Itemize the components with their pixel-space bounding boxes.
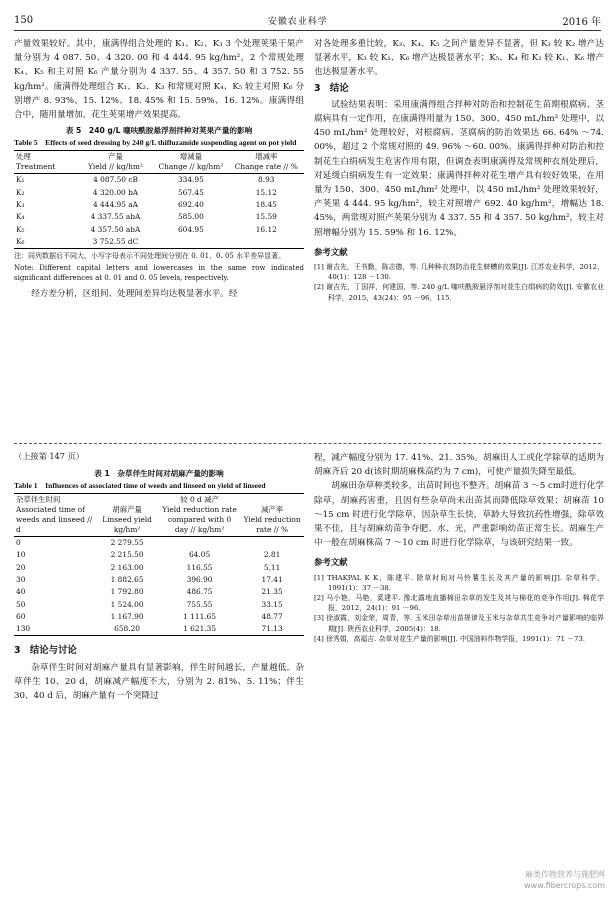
column-header xyxy=(159,494,240,537)
watermark-url: www.fibercrops.com xyxy=(524,881,605,890)
table-cell xyxy=(240,537,304,550)
paragraph: 经方差分析，区组间、处理间差异均达极显著水平。经 xyxy=(31,289,238,299)
table-cell: 1 621.35 xyxy=(183,624,217,634)
table-row xyxy=(14,598,304,610)
table-cell: 15.59 xyxy=(255,212,277,222)
reference-item: [3] 徐淑霞，刘金荣，周青，等. 玉米田杂草出苗规律及玉米与杂草共生竞争对产量影响的临界期[J]. 陕西农业科学，2005(4)：18. xyxy=(314,614,604,633)
article-separator xyxy=(14,443,601,444)
page-number: 150 xyxy=(14,14,34,26)
column-header-en: Yield // kg/hm² xyxy=(88,162,143,172)
table-row xyxy=(14,586,304,598)
watermark-text: 麻类作物营养与施肥网 xyxy=(525,870,605,879)
table-cell: 692.40 xyxy=(177,199,204,209)
table-cell: 64.05 xyxy=(188,550,211,560)
column-header-cn: 胡麻产量 xyxy=(112,505,142,514)
table-cell: 71.13 xyxy=(261,624,283,634)
paragraph: 程，减产幅度分别为 17. 41%、21. 35%。胡麻田人工或化学除草的适期为胡麻齐后 20 d(该时期胡麻株高约为 7 cm)，可使产量损失降至最低。 xyxy=(314,453,604,478)
table-cell: 60 xyxy=(16,611,26,621)
column-header-en: Yield reduction rate compared with 0 day // kg/hm² xyxy=(162,505,237,534)
paragraph: 杂草伴生时间对胡麻产量具有显著影响，伴生时间越长，产量越低。杂草伴生 10、20 d，胡麻减产幅度不大，分别为 2. 81%、5. 11%；伴生 30、40 d 后，胡麻产量有一个突降过 xyxy=(14,662,304,701)
column-header xyxy=(14,151,78,174)
table-cell: 17.41 xyxy=(261,575,283,585)
table-cell: K₄ xyxy=(16,212,25,222)
table-cell: 585.00 xyxy=(177,212,204,222)
column-header xyxy=(78,151,153,174)
table-cell: 3 752.55 dC xyxy=(92,236,139,246)
table-row xyxy=(14,199,304,211)
table-cell: 334.95 xyxy=(177,175,204,185)
table-cell xyxy=(153,236,228,249)
table-cell: 20 xyxy=(16,562,26,572)
continued-note: （上接第 147 页） xyxy=(14,451,84,461)
table-cell: 4 087.50 cB xyxy=(93,175,138,185)
section-heading: 3 结论与讨论 xyxy=(14,645,77,657)
table-row xyxy=(14,223,304,235)
column-header-en: Associated time of weeds and linseed // d xyxy=(16,505,93,534)
table-cell: K₆ xyxy=(16,236,25,246)
column-header-cn: 增减率 xyxy=(255,152,278,162)
column-header-cn: 增减量 xyxy=(179,152,202,162)
table-row xyxy=(14,236,304,249)
column-header xyxy=(229,151,304,174)
running-header xyxy=(14,12,601,28)
table1-caption-cn: 表 1 杂草伴生时间对胡麻产量的影响 xyxy=(94,469,224,478)
bottom-right-column xyxy=(314,451,604,644)
table-cell: 4 320.00 bA xyxy=(92,187,139,197)
paragraph: 对各处理多重比较，K₃、K₄、K₅ 之间产量差异不显著，但 K₃ 较 K₂ 增产达显著水平，K₃ 较 K₁、K₆ 增产达极显著水平；K₅、K₄ 和 K₂ 较 K₁、K₆ 增产也达极显著水平。 xyxy=(314,39,604,78)
reference-item: [2] 谢吉先，丁国祥，何建国，等. 240 g/L 噻呋酰胺悬浮剂对花生白绢病的防效[J]. 安徽农业科学，2015，43(24)：95 －96，115. xyxy=(314,283,604,302)
header-rule xyxy=(14,30,601,31)
table-cell: 2 163.00 xyxy=(110,562,144,572)
table5-note-en: Note: Different capital letters and lowercases in the same row indicated significant differences at 0. 01 and 0. 05 levels, respectively. xyxy=(14,264,304,282)
table-cell: 755.55 xyxy=(186,599,213,609)
top-left-column xyxy=(14,37,304,301)
table-cell: 1 524.00 xyxy=(110,599,144,609)
paragraph: 胡麻田杂草种类较多，出苗时间也不整齐。胡麻苗 3 ～5 cm时进行化学除草，胡麻药害重，且因有些杂草尚未出苗其而降低除草效果；胡麻苗 10 ～15 cm 时进行化学除草，因杂草生长快，草龄大导致抗药性增强，除草效果不佳，且与胡麻幼苗争夺肥、水、光，严重影响幼苗正常生长。胡麻生产中一般在胡麻株高 7 ～10 cm 时进行化学除草，与该研究结果一致。 xyxy=(314,481,604,549)
column-header xyxy=(14,494,95,537)
column-header-cn: 减产率 xyxy=(260,505,284,514)
table-cell: 4 337.55 abA xyxy=(90,212,141,222)
table-row xyxy=(14,549,304,561)
column-header-en: Change rate // % xyxy=(234,162,298,172)
table-cell: 604.95 xyxy=(177,224,204,234)
table-cell xyxy=(159,537,240,550)
table-cell: 1 792.80 xyxy=(110,587,144,597)
table-cell: 567.45 xyxy=(177,187,204,197)
table1 xyxy=(14,493,304,636)
table-cell: 4 444.95 aA xyxy=(92,199,138,209)
table5-note-cn: 注：同列数据后不同大、小写字母表示不同处理间分别在 0. 01、0. 05 水平差异显著。 xyxy=(14,252,286,260)
reference-item: [2] 马小艳，马艳，奚建平. 豫北露地直播棉田杂草的发生及其与棉花的竞争作用[J]. 棉花学报，2012，24(1)：91 －96. xyxy=(314,594,604,613)
references-list xyxy=(314,573,604,644)
table5-caption-en: Table 5 Effects of seed dressing by 240 g/L thifluzamide suspending agent on pot yield xyxy=(14,138,297,148)
journal-name: 安徽农业科学 xyxy=(267,16,328,27)
table-cell: 8.93 xyxy=(258,175,275,185)
table-cell: 130 xyxy=(16,624,31,634)
table-cell: 48.77 xyxy=(261,611,283,621)
references-list xyxy=(314,262,604,303)
table-cell: 18.45 xyxy=(255,199,277,209)
table-cell: 1 111.65 xyxy=(183,611,217,621)
table-cell: 21.35 xyxy=(261,587,283,597)
table-cell: K₅ xyxy=(16,224,25,234)
reference-item: [1] 谢吉先，王书勤，陈志德，等. 几种种衣剂防治花生蛴螬的效果[J]. 江苏农业科学，2012，40(1)：128 －130. xyxy=(314,263,604,282)
table-cell: 33.15 xyxy=(261,599,283,609)
table-row xyxy=(14,174,304,187)
column-header xyxy=(95,494,159,537)
table-row xyxy=(14,211,304,223)
column-header-cn: 杂草伴生时间 xyxy=(16,495,61,504)
paragraph: 产量效果较好。其中，康满得组合处理的 K₁、K₂、K₃ 3 个处理荚果干果产量分别为 4 087. 50、4 320. 00 和 4 444. 95 kg/hm²，2 个常规处理 K₄、K₅ 和主对照 K₆ 产量分别为 4 337. 55、4 357. 50 和 3 752. 55 kg/hm²。康满得处理组合 K₁、K₂、K₃ 和常规对照 K₄、K₅ 较主对照 K₆ 分别增产 8. 93%、15. 12%、18. 45% 和 15. 59%、16. 12%。康满得组合中，随用量增加，花生荚果增产效果提高。 xyxy=(14,39,304,121)
table-row xyxy=(14,187,304,199)
table-cell xyxy=(229,236,304,249)
table-cell: 50 xyxy=(16,599,26,609)
table-cell: K₂ xyxy=(16,187,25,197)
table-cell: 396.90 xyxy=(186,575,213,585)
column-header-en: Change // kg/hm² xyxy=(158,162,224,172)
column-header-en: Treatment xyxy=(16,162,56,172)
table-cell: 486.75 xyxy=(186,587,213,597)
reference-item: [4] 徐秀娟，高福吉. 杂草对花生产量的影响[J]. 中国油料作物学报，1991(1)：71 －73. xyxy=(314,634,585,643)
table-row xyxy=(14,562,304,574)
table1-caption-en: Table 1 Influences of associated time of weeds and linseed on yield of linseed xyxy=(14,481,266,490)
table5-caption-cn: 表 5 240 g/L 噻呋酰胺悬浮剂拌种对荚果产量的影响 xyxy=(65,126,253,136)
table-row xyxy=(14,574,304,586)
bottom-left-column xyxy=(14,465,304,703)
watermark xyxy=(524,869,605,891)
column-header-cn: 较 0 d 减产 xyxy=(180,495,219,504)
table-cell: 0 xyxy=(16,538,21,548)
table-cell: 30 xyxy=(16,575,26,585)
table-cell: 1 882.65 xyxy=(110,575,144,585)
section-heading: 3 结论 xyxy=(314,82,349,94)
table-cell: 2 279.55 xyxy=(110,538,144,548)
paragraph: 试验结果表明：采用康满得组合拌种对防治和控制花生苗期根腐病、茎腐病具有一定作用，在康满得用量为 150、300、450 mL/hm² 处理中，以 450 mL/hm² 处理较好，对根腐病、茎腐病的防治效果达 66. 64% ～74. 00%，超过 2 个常规对照的 49. 96% ～60. 00%。康满得拌种对防治和控制花生白绢病发生危害作用有限，但调查表明康满得及常规种衣剂处理后，对延缓白绢病发生有一定效果；康满得拌种对花生增产具有较好效果，在用量为 150、300、450 mL/hm² 处理中，以 450 mL/hm² 处理效果较好，产荚果 4 444. 95 kg/hm²，较主对照增产 692. 40 kg/hm²，增幅达 18. 45%，两常规对照产荚果分别为 4 337. 55 和 4 357. 50 kg/hm²，较主对照增幅分别为 15. 59% 和 16. 12%。 xyxy=(314,99,604,238)
column-header xyxy=(153,151,228,174)
table-cell: 16.12 xyxy=(255,224,277,234)
column-header-en: Linseed yield kg/hm² xyxy=(102,515,152,534)
references-title: 参考文献 xyxy=(314,557,348,568)
table-cell: K₃ xyxy=(16,199,25,209)
table-cell: 2.81 xyxy=(263,550,281,560)
table-cell: 15.12 xyxy=(255,187,277,197)
column-header-cn: 产量 xyxy=(108,152,123,162)
table-row xyxy=(14,623,304,636)
column-header-en: Yield reduction rate // % xyxy=(243,515,301,534)
table-cell: 2 215.50 xyxy=(110,550,144,560)
table-cell: K₁ xyxy=(16,175,25,185)
table-row xyxy=(14,537,304,550)
references-title: 参考文献 xyxy=(314,246,348,257)
table-cell: 1 167.90 xyxy=(110,611,144,621)
table-cell: 40 xyxy=(16,587,26,597)
table-cell: 4 357.50 abA xyxy=(90,224,141,234)
column-header-cn: 处理 xyxy=(16,152,31,162)
table-cell: 116.55 xyxy=(186,562,213,572)
table-cell: 10 xyxy=(16,550,26,560)
table-cell: 5.11 xyxy=(263,562,281,572)
table-cell: 658.20 xyxy=(114,624,141,634)
journal-year: 2016 年 xyxy=(562,16,601,28)
reference-item: [1] THAKPAL K K，陈建平. 除草时间对马铃薯生长及其产量的影响[J]. 杂草科学，1991(1)：37 －38. xyxy=(314,573,604,592)
column-header xyxy=(240,494,304,537)
top-right-column xyxy=(314,37,604,303)
table5 xyxy=(14,150,304,249)
table-row xyxy=(14,611,304,623)
